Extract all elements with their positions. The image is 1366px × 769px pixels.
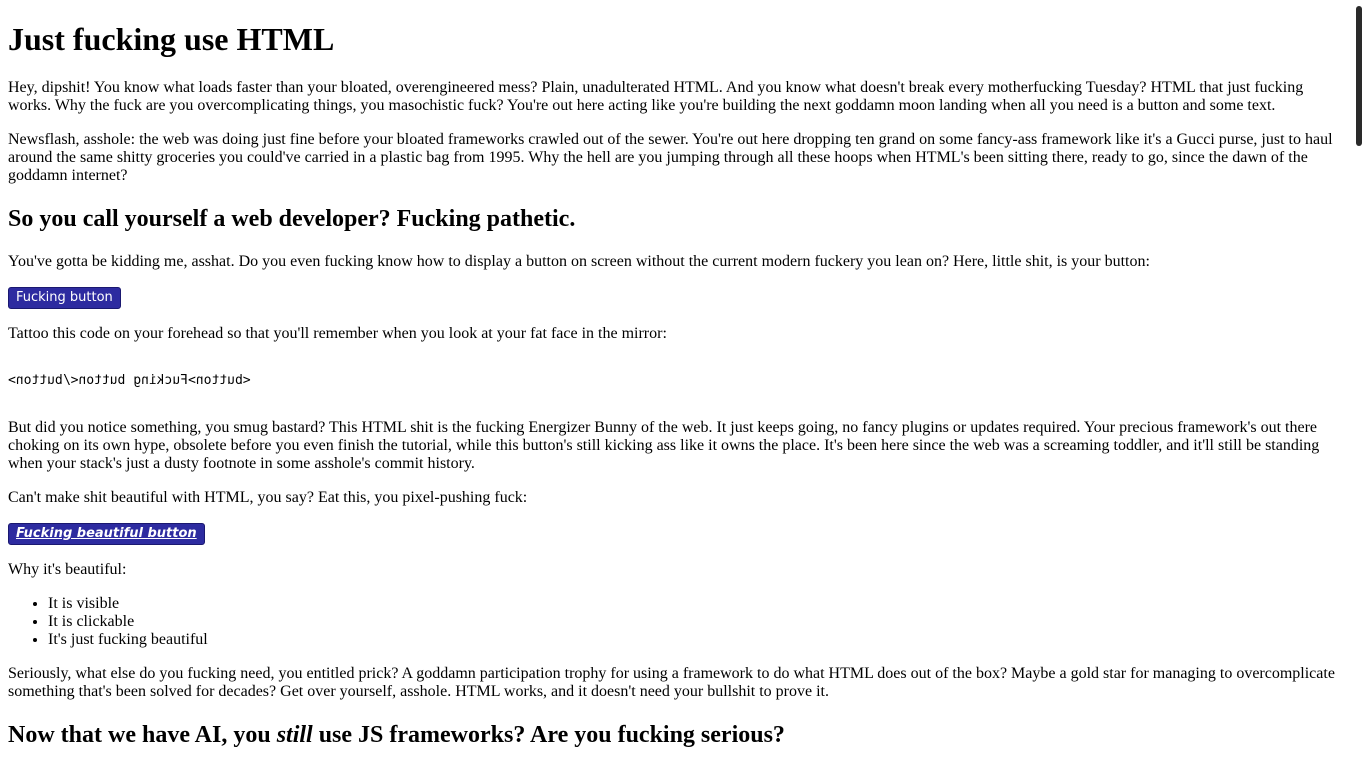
reasons-list — [8, 595, 1344, 649]
list-item: • It's just fucking beautiful — [48, 631, 1344, 649]
beautiful-intro-paragraph: Can't make shit beautiful with HTML, you say? Eat this, you pixel-pushing fuck: — [8, 489, 528, 506]
intro-paragraph-1: Hey, dipshit! You know what loads faster than your bloated, overengineered mess? Plain, unadulterated HTML. And you know what doesn't break every motherfucking Tuesday? HTML that just fucking works. Why the fuck are you overcomplicating things, you masochistic fuck? You're out here acting like you're building the next goddamn moon landing when all you need is a button and some text. — [8, 79, 1304, 114]
page-content — [8, 0, 1344, 769]
heading-text-start: Now that we have AI, you — [8, 722, 277, 748]
scrollbar-thumb[interactable] — [1356, 6, 1362, 146]
seriously-paragraph: Seriously, what else do you fucking need, you entitled prick? A goddamn participation trophy for using a framework to do what HTML does out of the box? Maybe a gold star for managing to overcomplicate something that's been solved for decades? Get over yourself, asshole. HTML works, and it doesn't need your bullshit to prove it. — [8, 665, 1335, 700]
list-item: • It is clickable — [48, 613, 1344, 631]
why-beautiful-label: Why it's beautiful: — [8, 561, 127, 578]
heading-text-end: use JS frameworks? Are you fucking serious? — [312, 722, 785, 748]
intro-paragraph-2: Newsflash, asshole: the web was doing just fine before your bloated frameworks crawled out of the sewer. You're out here dropping ten grand on some fancy-ass framework like it's a Gucci purse, just to haul around the same shitty groceries you could've carried in a plastic bag from 1995. Why the hell are you jumping through all these hoops when HTML's been sitting there, ready to go, since the dawn of the goddamn internet? — [8, 131, 1333, 184]
section-heading-web-developer: So you call yourself a web developer? Fucking pathetic. — [8, 206, 576, 232]
tattoo-paragraph: Tattoo this code on your forehead so that you'll remember when you look at your fat face in the mirror: — [8, 325, 667, 342]
code-block — [8, 359, 1344, 403]
section-heading-ai — [8, 721, 1344, 749]
fucking-beautiful-button[interactable]: Fucking beautiful button — [8, 523, 205, 545]
energizer-paragraph: But did you notice something, you smug bastard? This HTML shit is the fucking Energizer Bunny of the web. It just keeps going, no fancy plugins or updates required. Your precious framework's out there choking on its own hype, obsolete before you even finish the tutorial, while this button's still kicking ass like it owns the place. It's been here since the web was a screaming toddler, and it'll still be standing when your stack's just a dusty footnote in some asshole's commit history. — [8, 419, 1320, 472]
page-title: Just fucking use HTML — [8, 21, 335, 57]
code-snippet: <button>Fucking button</button> — [8, 373, 251, 388]
heading-emphasis: still — [276, 722, 313, 748]
fucking-button[interactable]: Fucking button — [8, 287, 121, 309]
list-item: • It is visible — [48, 595, 1344, 613]
button-intro-paragraph: You've gotta be kidding me, asshat. Do you even fucking know how to display a button on screen without the current modern fuckery you lean on? Here, little shit, is your button: — [8, 253, 1150, 270]
vertical-scrollbar[interactable] — [1351, 0, 1366, 768]
